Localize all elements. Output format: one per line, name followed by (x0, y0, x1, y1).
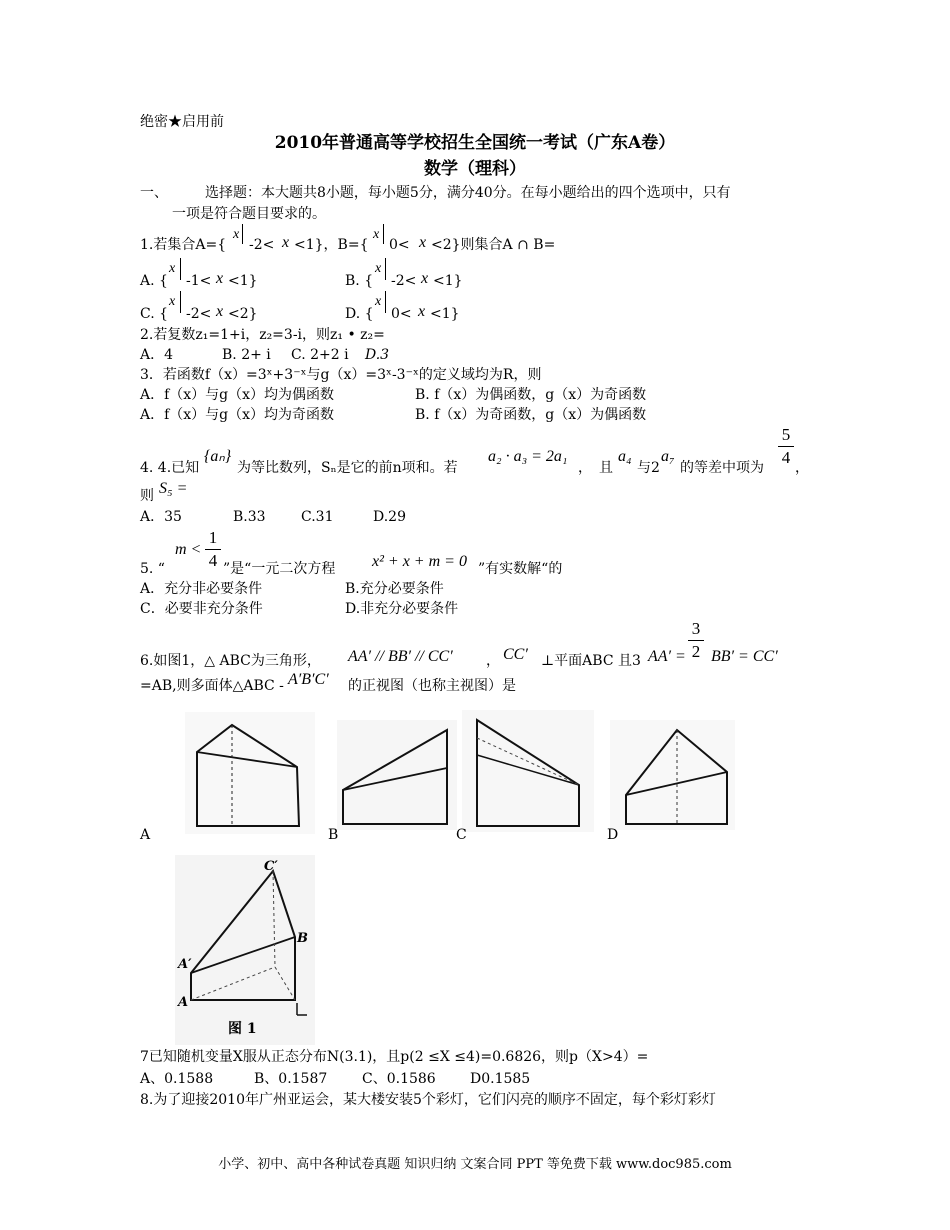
q6-figure-c (462, 710, 594, 832)
q1-option-d-var2: x (418, 303, 426, 320)
q4-a7: a₇ (661, 448, 675, 465)
q1-option-a-label: A. { (140, 273, 168, 289)
q3-option-b: B. f（x）为偶函数，g（x）为奇函数 (415, 387, 647, 403)
q6-perp: ⊥平面ABC 且3 (541, 653, 641, 669)
q1-stem-e: <2}则集合A ∩ B= (431, 237, 556, 253)
q4-stem-c: ， 且 (578, 460, 613, 476)
q1-option-c-label: C. { (140, 306, 169, 322)
q1-option-a-bar (180, 258, 181, 280)
q6-fraction (688, 619, 704, 662)
exam-title: 2010年普通高等学校招生全国统一考试（广东A卷） (274, 133, 676, 153)
q1-option-b-label: B. { (345, 273, 374, 289)
q1-stem-c: <1}，B={ (294, 237, 369, 253)
q8-stem: 8.为了迎接2010年广州亚运会，某大楼安装5个彩灯，它们闪亮的顺序不固定，每个彩灯彩灯 (140, 1092, 716, 1108)
q2-option-c: C. 2+2 i (291, 347, 349, 363)
q4-s5: S₅ = (159, 480, 188, 497)
q7-stem: 7已知随机变量X服从正态分布N(3.1)，且p(2 ≤X ≤4)=0.6826，则p（X>4）= (140, 1049, 649, 1065)
q4-option-a: A．35 (140, 509, 182, 525)
q6-aa: AA′ = (648, 648, 686, 665)
q1-bar (242, 224, 243, 244)
q1-option-d-text: 0< (391, 306, 412, 322)
q1-option-c-var: x (169, 294, 176, 309)
q4-frac-den: 4 (781, 448, 791, 467)
q6-label-c: C (456, 827, 467, 843)
q6-figure-b (337, 720, 457, 830)
q1-option-c-bar (180, 291, 181, 313)
q4-seq: {aₙ} (204, 448, 232, 465)
q6-fig-label-b: B (297, 931, 308, 946)
q7-option-d: D0.1585 (470, 1071, 531, 1087)
q1-option-d-end: <1} (430, 306, 460, 322)
q6-label-b: B (328, 827, 339, 843)
q5-mid: ”是“一元二次方程 (223, 561, 336, 577)
q5-num: 5. “ (140, 561, 165, 577)
q4-stem-a: 4. 4.已知 (140, 460, 200, 476)
q2-option-a: A．4 (140, 347, 174, 363)
q4-stem-f: ， (795, 460, 809, 476)
q1-option-a-end: <1} (228, 273, 258, 289)
q1-stem-a: 1.若集合A={ (140, 237, 227, 253)
q5-equation: x² + x + m = 0 (372, 553, 467, 570)
q6-fig-label-a: A (178, 995, 189, 1010)
q1-option-c-var2: x (216, 303, 224, 320)
q7-option-a: A、0.1588 (140, 1071, 214, 1087)
q1-stem-b: -2< (249, 237, 275, 253)
q6-parallel: AA′ // BB′ // CC′ (348, 648, 453, 665)
q5-m-lt: m < (175, 541, 202, 558)
q6-bb: BB′ = CC′ (711, 648, 778, 665)
q1-option-b-var2: x (421, 270, 429, 287)
q6-label-a: A (140, 827, 151, 843)
q1-bar2 (383, 224, 384, 244)
footer-text: 小学、初中、高中各种试卷真题 知识归纳 文案合同 PPT 等免费下载 (218, 1157, 612, 1172)
section-number: 一、 (140, 185, 168, 201)
q1-option-d-var: x (375, 294, 382, 309)
q6-line2-a: =AB,则多面体△ABC - (140, 678, 284, 694)
q5-end: ”有实数解“的 (478, 561, 563, 577)
q5-option-d: D.非充分必要条件 (345, 601, 459, 617)
q1-var: x (233, 227, 240, 242)
q4-stem-e: 的等差中项为 (680, 460, 764, 476)
q4-frac-num: 5 (781, 425, 791, 444)
q4-stem-d: 与2 (637, 460, 660, 476)
exam-subtitle: 数学（理科） (424, 159, 526, 179)
q4-option-b: B.33 (233, 509, 266, 525)
q6-fig-label-c: C′ (264, 859, 278, 874)
footer (0, 1156, 950, 1174)
q3-option-c: A．f（x）与g（x）均为奇函数 (140, 407, 335, 423)
section-instructions-line1: 选择题：本大题共8小题，每小题5分，满分40分。在每小题给出的四个选项中，只有 (205, 185, 731, 201)
q6-figure-caption: 图 1 (228, 1021, 257, 1037)
q6-figure-1 (175, 855, 315, 1045)
q4-fraction (778, 425, 794, 468)
q5-option-b: B.充分必要条件 (345, 581, 444, 597)
q7-option-b: B、0.1587 (254, 1071, 328, 1087)
footer-url[interactable]: www.doc985.com (616, 1157, 732, 1172)
secret-label: 绝密★启用前 (140, 114, 224, 130)
q6-abc: A′B′C′ (288, 671, 329, 688)
q4-a4: a₄ (618, 448, 632, 465)
q5-option-c: C．必要非充分条件 (140, 601, 263, 617)
q5-frac-den: 4 (208, 551, 218, 570)
q6-frac-den: 2 (691, 642, 701, 661)
q3-option-d: B. f（x）为奇函数，g（x）为偶函数 (415, 407, 647, 423)
q1-option-a-var: x (169, 261, 176, 276)
q1-option-d-label: D. { (345, 306, 374, 322)
q1-var4: x (419, 234, 427, 251)
q1-option-d-bar (385, 291, 386, 313)
q6-cc: CC′ (503, 646, 528, 663)
q1-option-b-end: <1} (433, 273, 463, 289)
q6-frac-num: 3 (691, 619, 701, 638)
q1-option-a-var2: x (216, 270, 224, 287)
q1-var2: x (282, 234, 290, 251)
q4-stem-b: 为等比数列，Sₙ是它的前n项和。若 (237, 460, 458, 476)
q1-option-c-text: -2< (186, 306, 212, 322)
q6-label-d: D (607, 827, 619, 843)
q5-option-a: A．充分非必要条件 (140, 581, 263, 597)
q1-option-c-end: <2} (228, 306, 258, 322)
q3-option-a: A．f（x）与g（x）均为偶函数 (140, 387, 335, 403)
section-instructions-line2: 一项是符合题目要求的。 (172, 206, 326, 222)
q3-stem: 3．若函数f（x）=3ˣ+3⁻ˣ与g（x）=3ˣ-3⁻ˣ的定义域均为R，则 (140, 367, 542, 383)
q4-option-d: D.29 (373, 509, 406, 525)
q5-fraction (205, 528, 221, 571)
q1-stem-d: 0< (389, 237, 410, 253)
q6-fig-label-a1: A′ (178, 957, 192, 972)
q6-comma: ， (486, 653, 500, 669)
q6-line2-b: 的正视图（也称主视图）是 (348, 678, 516, 694)
q4-option-c: C.31 (301, 509, 334, 525)
q7-option-c: C、0.1586 (362, 1071, 436, 1087)
q1-option-a-text: -1< (186, 273, 212, 289)
q1-option-b-text: -2< (391, 273, 417, 289)
q2-stem: 2.若复数z₁=1+i，z₂=3-i，则z₁ • z₂= (140, 327, 385, 343)
q1-option-b-bar (385, 258, 386, 280)
q6-figure-a (185, 712, 315, 834)
q2-option-d: D.3 (365, 347, 390, 363)
q5-frac-num: 1 (208, 528, 218, 547)
q4-eq1: a₂ · a₃ = 2a₁ (488, 448, 568, 465)
q6-figure-d (610, 720, 735, 830)
q1-var3: x (373, 227, 380, 242)
q2-option-b: B. 2+ i (222, 347, 271, 363)
q4-then: 则 (140, 488, 154, 504)
q1-option-b-var: x (375, 261, 382, 276)
q6-stem-a: 6.如图1，△ ABC为三角形， (140, 653, 321, 669)
